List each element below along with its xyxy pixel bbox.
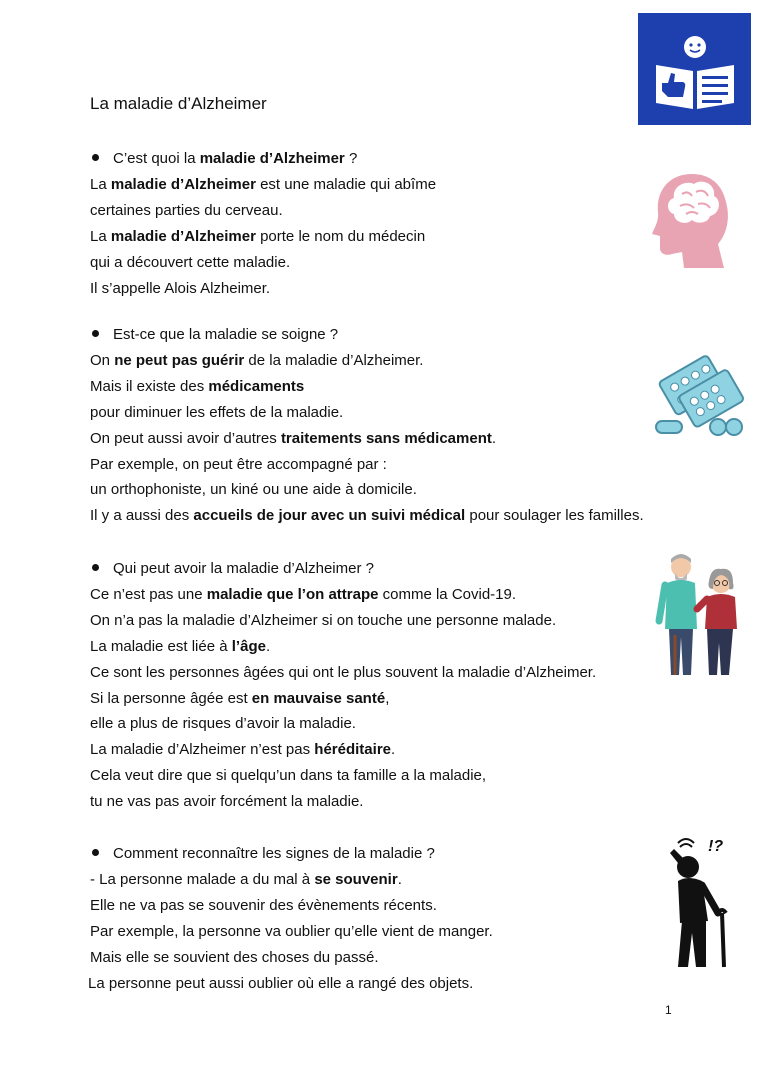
paragraph-line — [90, 228, 425, 246]
text-segment: Par exemple, la personne va oublier qu’elle vient de manger. — [90, 922, 493, 940]
elderly-couple-icon — [653, 553, 749, 686]
page-number: 1 — [665, 1003, 672, 1017]
text-segment: est une maladie qui abîme — [255, 175, 437, 193]
text-segment: Elle ne va pas se souvenir des évènements récents. — [90, 896, 437, 914]
text-segment: On peut aussi avoir d’autres — [90, 429, 281, 447]
text-segment: . — [397, 870, 402, 888]
text-segment: Ce sont les personnes âgées qui ont le plus souvent la maladie d’Alzheimer. — [90, 663, 597, 681]
paragraph-line — [90, 949, 379, 967]
section-question — [92, 560, 374, 578]
bold-text: médicaments — [208, 377, 305, 395]
text-segment: pour soulager les familles. — [465, 507, 644, 525]
section-question — [92, 150, 357, 168]
paragraph-line — [90, 586, 516, 604]
paragraph-line — [90, 352, 423, 370]
text-segment: . — [391, 741, 396, 759]
text-segment: Mais il existe des — [90, 377, 209, 395]
bold-text: traitements sans médicament — [280, 429, 492, 447]
page-title: La maladie d’Alzheimer — [90, 94, 267, 113]
text-segment: de la maladie d’Alzheimer. — [244, 351, 424, 369]
text-segment: pour diminuer les effets de la maladie. — [90, 403, 344, 421]
bold-text: maladie d’Alzheimer — [110, 175, 256, 193]
text-segment: comme la Covid-19. — [378, 585, 517, 603]
paragraph-line — [90, 871, 402, 889]
bullet-icon — [92, 849, 99, 856]
paragraph-line — [90, 767, 486, 785]
text-segment: porte le nom du médecin — [255, 227, 426, 245]
paragraph-line — [90, 923, 493, 941]
text-segment: - La personne malade a du mal à — [90, 870, 315, 888]
paragraph-line — [90, 690, 389, 708]
bold-text: ne peut pas guérir — [114, 351, 245, 369]
bold-text: maladie que l’on attrape — [206, 585, 379, 603]
paragraph-line — [90, 456, 387, 474]
section-question — [92, 326, 338, 344]
text-segment: C’est quoi la — [113, 150, 200, 167]
text-segment: Est-ce que la maladie se soigne ? — [113, 326, 339, 343]
text-segment: La — [90, 175, 111, 193]
text-segment: certaines parties du cerveau. — [90, 201, 283, 219]
bold-text: héréditaire — [314, 741, 391, 759]
confused-elderly-person-icon — [664, 833, 736, 974]
text-segment: elle a plus de risques d’avoir la maladie. — [90, 715, 356, 733]
text-segment: Il s’appelle Alois Alzheimer. — [90, 279, 271, 297]
paragraph-line — [90, 404, 343, 422]
text-segment: . — [265, 637, 271, 655]
paragraph-line — [90, 638, 270, 656]
bold-text: l’âge — [231, 637, 266, 655]
paragraph-line — [90, 280, 270, 298]
brain-head-icon — [652, 172, 730, 273]
text-segment: Qui peut avoir la maladie d’Alzheimer ? — [113, 560, 374, 577]
text-segment: La maladie d’Alzheimer n’est pas — [90, 741, 315, 759]
bold-text: en mauvaise santé — [251, 689, 386, 707]
paragraph-line — [90, 897, 437, 915]
text-segment: On — [90, 351, 115, 369]
text-segment: un orthophoniste, un kiné ou une aide à domicile. — [90, 481, 417, 499]
bold-text: se souvenir — [314, 870, 398, 888]
paragraph-line — [88, 975, 473, 993]
paragraph-line — [90, 741, 395, 759]
paragraph-line — [90, 612, 556, 630]
bullet-icon — [92, 330, 99, 337]
text-segment: Cela veut dire que si quelqu’un dans ta famille a la maladie, — [90, 767, 487, 785]
paragraph-line — [90, 664, 596, 682]
bold-text: maladie d’Alzheimer — [110, 227, 256, 245]
text-segment: Par exemple, on peut être accompagné par : — [90, 455, 387, 473]
paragraph-line — [90, 507, 644, 525]
paragraph-line — [90, 254, 290, 272]
text-segment: Comment reconnaître les signes de la maladie ? — [113, 845, 435, 862]
bold-text: accueils de jour avec un suivi médical — [193, 507, 466, 525]
paragraph-line — [90, 430, 496, 448]
text-segment: Il y a aussi des — [90, 507, 194, 525]
paragraph-line — [90, 202, 283, 220]
confused-marks-label: !? — [708, 838, 724, 855]
text-segment: qui a découvert cette maladie. — [90, 253, 291, 271]
bold-text: maladie d’Alzheimer — [199, 150, 345, 167]
text-segment: La personne peut aussi oublier où elle a rangé des objets. — [88, 974, 474, 992]
medication-pills-icon — [654, 345, 746, 442]
paragraph-line — [90, 793, 363, 811]
bullet-icon — [92, 154, 99, 161]
text-segment: La maladie est liée à — [90, 637, 232, 655]
text-segment: , — [385, 689, 390, 707]
section-question — [92, 845, 435, 863]
text-segment: Si la personne âgée est — [90, 689, 252, 707]
text-segment: ? — [344, 150, 358, 167]
text-segment: On n’a pas la maladie d’Alzheimer si on touche une personne malade. — [90, 611, 557, 629]
paragraph-line — [90, 176, 436, 194]
text-segment: Ce n’est pas une — [90, 585, 207, 603]
text-segment: . — [491, 429, 497, 447]
text-segment: Mais elle se souvient des choses du passé. — [90, 948, 379, 966]
paragraph-line — [90, 481, 417, 499]
bullet-icon — [92, 564, 99, 571]
paragraph-line — [90, 715, 356, 733]
easy-to-read-logo-icon — [638, 13, 751, 125]
paragraph-line — [90, 378, 304, 396]
text-segment: tu ne vas pas avoir forcément la maladie. — [90, 793, 364, 811]
text-segment: La — [90, 227, 111, 245]
